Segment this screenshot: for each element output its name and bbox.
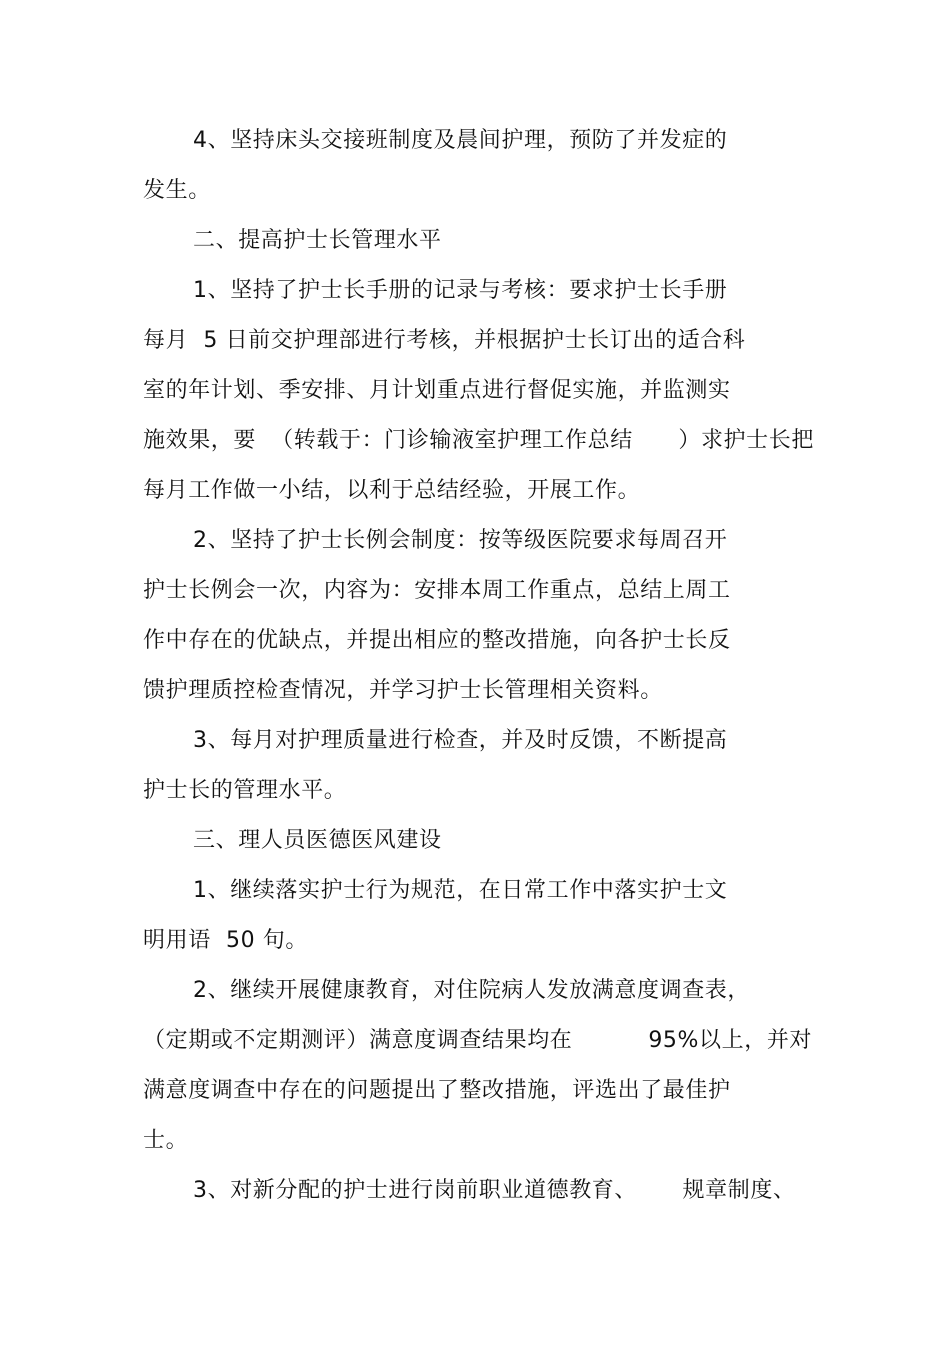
paragraph-line: 2、继续开展健康教育，对住院病人发放满意度调查表， [193,978,750,1003]
paragraph-line: 每月工作做一小结，以利于总结经验，开展工作。 [143,478,641,503]
paragraph-line: 馈护理质控检查情况，并学习护士长管理相关资料。 [143,678,663,703]
paragraph-line: 1、坚持了护士长手册的记录与考核：要求护士长手册 [193,278,728,303]
paragraph-line: 明用语 50 句。 [143,928,308,953]
paragraph-line: 每月 5 日前交护理部进行考核，并根据护士长订出的适合科 [143,328,746,353]
paragraph-line: 作中存在的优缺点，并提出相应的整改措施，向各护士长反 [143,628,731,653]
paragraph-line: 发生。 [143,178,211,203]
paragraph-line: 1、继续落实护士行为规范，在日常工作中落实护士文 [193,878,728,903]
paragraph-line: 满意度调查中存在的问题提出了整改措施，评选出了最佳护 [143,1078,731,1103]
section-heading: 二、提高护士长管理水平 [193,228,442,253]
paragraph-line: 士。 [143,1128,189,1153]
paragraph-line: 施效果，要 （转载于：门诊输液室护理工作总结 ）求护士长把 [143,428,814,453]
paragraph-line: 护士长例会一次，内容为：安排本周工作重点，总结上周工 [143,578,731,603]
paragraph-line: 3、每月对护理质量进行检查，并及时反馈，不断提高 [193,728,728,753]
paragraph-line: 4、坚持床头交接班制度及晨间护理，预防了并发症的 [193,128,728,153]
paragraph-line: 护士长的管理水平。 [143,778,347,803]
paragraph-line: 2、坚持了护士长例会制度：按等级医院要求每周召开 [193,528,728,553]
section-heading: 三、理人员医德医风建设 [193,828,442,853]
paragraph-line: 室的年计划、季安排、月计划重点进行督促实施，并监测实 [143,378,731,403]
paragraph-line: （定期或不定期测评）满意度调查结果均在 95%以上，并对 [143,1028,813,1053]
paragraph-line: 3、对新分配的护士进行岗前职业道德教育、 规章制度、 [193,1178,796,1203]
